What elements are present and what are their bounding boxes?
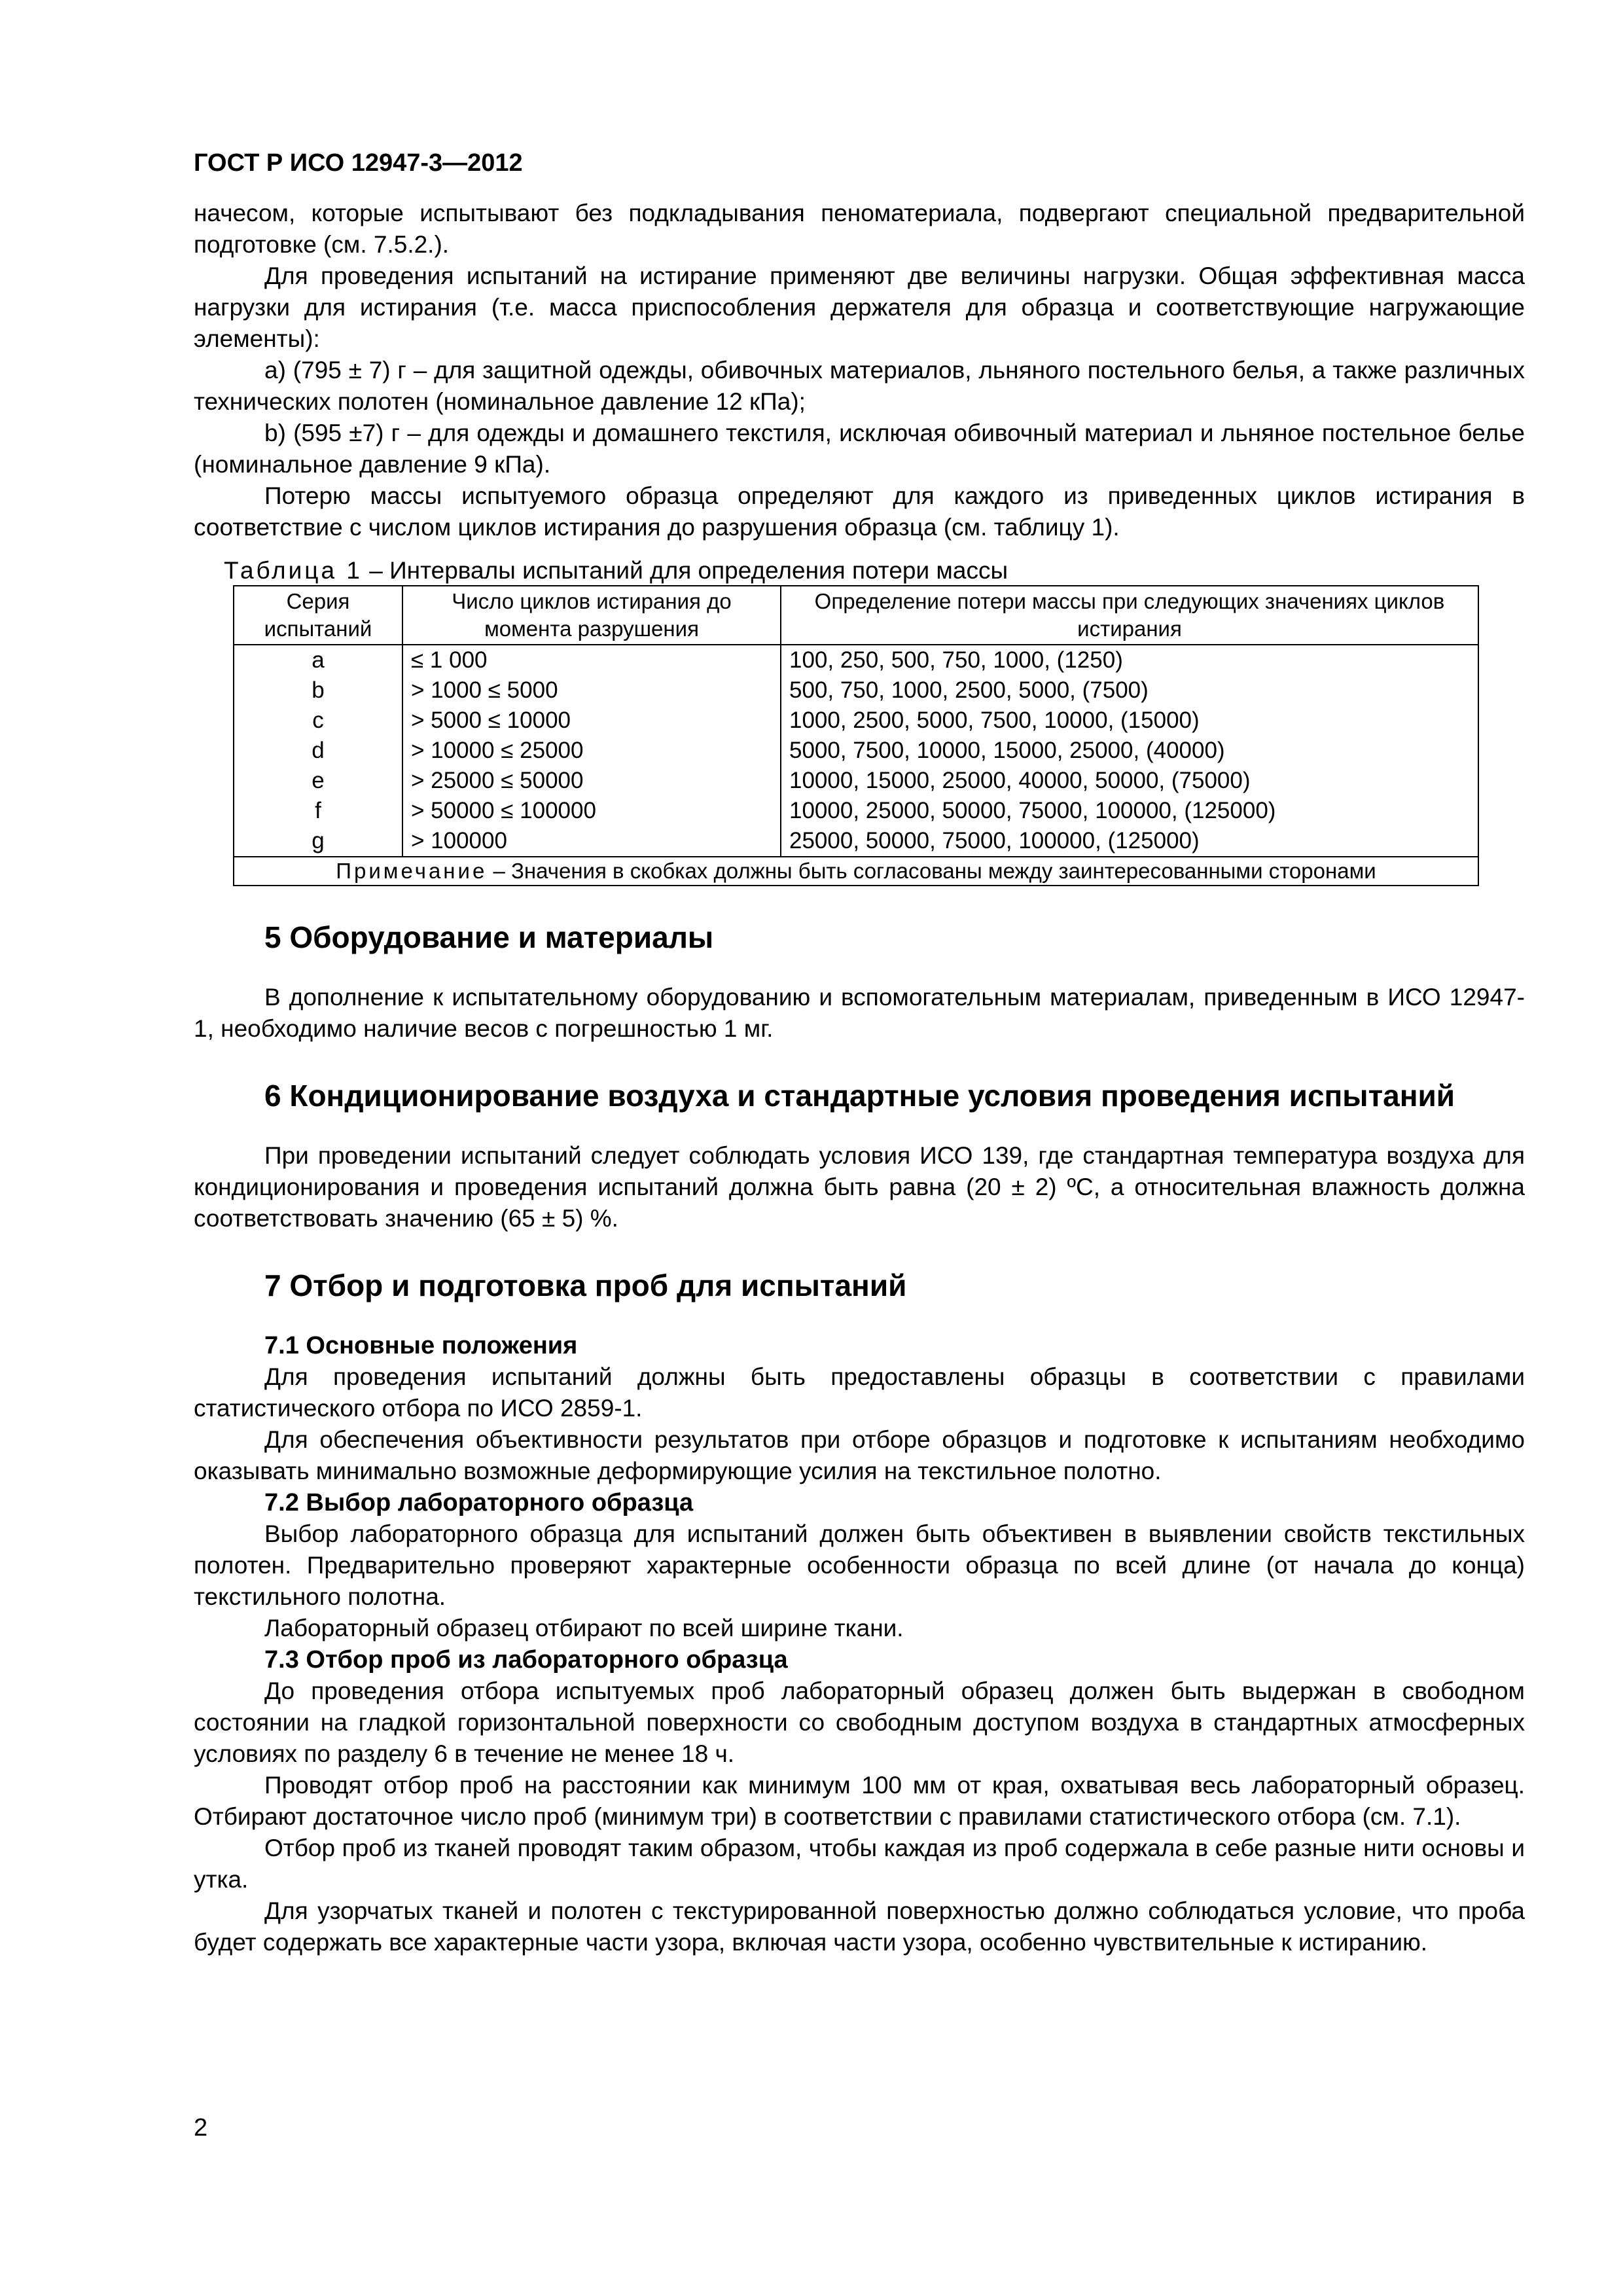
table-note xyxy=(234,857,1478,886)
table-cell-cycles: > 50000 ≤ 100000 xyxy=(402,796,781,826)
table-row xyxy=(234,826,1478,857)
paragraph-item-b: b) (595 ±7) г – для одежды и домашнего текстиля, исключая обивочный материал и льняное постельное белье (номинальное давление 9 кПа). xyxy=(194,420,1525,478)
table-cell-cycles: > 10000 ≤ 25000 xyxy=(402,736,781,766)
subsection-7-2-heading: 7.2 Выбор лабораторного образца xyxy=(264,1489,694,1516)
table-row xyxy=(234,675,1478,706)
paragraph-item-a: а) (795 ± 7) г – для защитной одежды, обивочных материалов, льняного постельного белья, а также различных технических полотен (номинальное давление 12 кПа); xyxy=(194,357,1525,415)
paragraph: Для узорчатых тканей и полотен с текстурированной поверхностью должно соблюдаться условие, что проба будет содержать все характерные части узора, включая части узора, особенно чувствительные к истиранию. xyxy=(194,1897,1525,1956)
table-header-loss: Определение потери массы при следующих значениях циклов истирания xyxy=(781,586,1478,645)
table-caption xyxy=(224,556,1525,585)
table-row xyxy=(234,766,1478,796)
section-5-heading: 5 Оборудование и материалы xyxy=(264,920,714,954)
paragraph: Для проведения испытаний на истирание применяют две величины нагрузки. Общая эффективная масса нагрузки для истирания (т.е. масса приспособления держателя для образца и соответствующие нагружающие элементы): xyxy=(194,262,1525,352)
table-cell-loss: 25000, 50000, 75000, 100000, (125000) xyxy=(781,826,1478,857)
paragraph: Для проведения испытаний должны быть предоставлены образцы в соответствии с правилами статистического отбора по ИСО 2859-1. xyxy=(194,1363,1525,1422)
table-cell-series: f xyxy=(234,796,402,826)
table-header-series: Серия испытаний xyxy=(234,586,402,645)
table-caption-prefix: Таблица 1 xyxy=(224,557,363,584)
table-cell-series: е xyxy=(234,766,402,796)
paragraph: До проведения отбора испытуемых проб лабораторный образец должен быть выдержан в свободном состоянии на гладкой горизонтальной поверхности со свободным доступом воздуха в стандартных атмосферных условиях по разделу 6 в течение не менее 18 ч. xyxy=(194,1677,1525,1767)
table-cell-series: g xyxy=(234,826,402,857)
table-row xyxy=(234,645,1478,675)
table-cell-loss: 500, 750, 1000, 2500, 5000, (7500) xyxy=(781,675,1478,706)
table-cell-loss: 10000, 25000, 50000, 75000, 100000, (125000) xyxy=(781,796,1478,826)
paragraph: Для обеспечения объективности результатов при отборе образцов и подготовке к испытаниям необходимо оказывать минимально возможные деформирующие усилия на текстильное полотно. xyxy=(194,1426,1525,1484)
section-7-heading: 7 Отбор и подготовка проб для испытаний xyxy=(264,1268,907,1302)
page-content xyxy=(194,198,1525,1958)
table-cell-loss: 100, 250, 500, 750, 1000, (1250) xyxy=(781,645,1478,675)
table-caption-text: – Интервалы испытаний для определения потери массы xyxy=(362,557,1008,584)
table-header-row xyxy=(234,586,1478,645)
section-6-heading: 6 Кондиционирование воздуха и стандартные условия проведения испытаний xyxy=(264,1079,1455,1113)
table-cell-loss: 5000, 7500, 10000, 15000, 25000, (40000) xyxy=(781,736,1478,766)
table-note-text: – Значения в скобках должны быть согласованы между заинтересованными сторонами xyxy=(487,859,1376,883)
table-row xyxy=(234,706,1478,736)
table-row xyxy=(234,796,1478,826)
table-note-row xyxy=(234,857,1478,886)
paragraph: Лабораторный образец отбирают по всей ширине ткани. xyxy=(264,1615,904,1641)
table-cell-series: d xyxy=(234,736,402,766)
table-cell-loss: 10000, 15000, 25000, 40000, 50000, (75000) xyxy=(781,766,1478,796)
document-id: ГОСТ Р ИСО 12947-3—2012 xyxy=(194,149,523,177)
table-note-prefix: Примечание xyxy=(336,859,488,883)
table-cell-cycles: > 5000 ≤ 10000 xyxy=(402,706,781,736)
page-number: 2 xyxy=(194,2114,208,2142)
subsection-7-1-heading: 7.1 Основные положения xyxy=(264,1332,578,1359)
table-cell-cycles: > 1000 ≤ 5000 xyxy=(402,675,781,706)
table-cell-series: с xyxy=(234,706,402,736)
table-cell-loss: 1000, 2500, 5000, 7500, 10000, (15000) xyxy=(781,706,1478,736)
table-cell-cycles: ≤ 1 000 xyxy=(402,645,781,675)
table-cell-cycles: > 25000 ≤ 50000 xyxy=(402,766,781,796)
paragraph: Отбор проб из тканей проводят таким образом, чтобы каждая из проб содержала в себе разные нити основы и утка. xyxy=(194,1835,1525,1893)
table-cell-series: а xyxy=(234,645,402,675)
paragraph: Потерю массы испытуемого образца определяют для каждого из приведенных циклов истирания в соответствие с числом циклов истирания до разрушения образца (см. таблицу 1). xyxy=(194,482,1525,541)
paragraph: Выбор лабораторного образца для испытаний должен быть объективен в выявлении свойств текстильных полотен. Предварительно проверяют характерные особенности образца по всей длине (от начала до конца) текстильного полотна. xyxy=(194,1520,1525,1610)
table-header-cycles: Число циклов истирания до момента разрушения xyxy=(402,586,781,645)
table-cell-cycles: > 100000 xyxy=(402,826,781,857)
paragraph: При проведении испытаний следует соблюдать условия ИСО 139, где стандартная температура воздуха для кондиционирования и проведения испытаний должна быть равна (20 ± 2) ºС, а относительная влажность должна соответствовать значению (65 ± 5) %. xyxy=(194,1142,1525,1232)
paragraph: начесом, которые испытывают без подкладывания пеноматериала, подвергают специальной предварительной подготовке (см. 7.5.2.). xyxy=(194,200,1525,258)
table-row xyxy=(234,736,1478,766)
loss-interval-table xyxy=(233,585,1479,886)
subsection-7-3-heading: 7.3 Отбор проб из лабораторного образца xyxy=(264,1646,788,1674)
table-cell-series: b xyxy=(234,675,402,706)
paragraph: В дополнение к испытательному оборудованию и вспомогательным материалам, приведенным в ИСО 12947-1, необходимо наличие весов с погрешностью 1 мг. xyxy=(194,984,1525,1042)
paragraph: Проводят отбор проб на расстоянии как минимум 100 мм от края, охватывая весь лабораторный образец. Отбирают достаточное число проб (минимум три) в соответствии с правилами статистического отбора (см. 7.1). xyxy=(194,1772,1525,1830)
